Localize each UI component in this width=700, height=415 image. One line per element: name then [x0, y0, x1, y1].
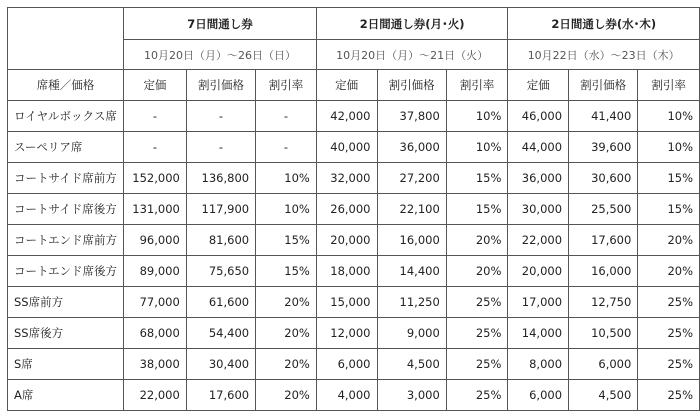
discount-price-header: 割引価格	[186, 70, 255, 101]
discount-rate-cell: 25%	[638, 380, 700, 411]
discount-price-cell: 81,600	[186, 225, 255, 256]
seat-type-cell: コートエンド席後方	[8, 256, 124, 287]
list-price-cell: 22,000	[508, 225, 569, 256]
discount-price-cell: 17,600	[186, 380, 255, 411]
discount-price-cell: 16,000	[569, 256, 638, 287]
discount-rate-cell: 15%	[256, 225, 317, 256]
seat-type-cell: ロイヤルボックス席	[8, 101, 124, 132]
seat-type-cell: コートサイド席前方	[8, 163, 124, 194]
seat-type-cell: コートエンド席前方	[8, 225, 124, 256]
discount-price-cell: -	[186, 101, 255, 132]
discount-rate-cell: 25%	[638, 318, 700, 349]
discount-price-header: 割引価格	[569, 70, 638, 101]
seat-type-cell: SS席後方	[8, 318, 124, 349]
list-price-header: 定価	[124, 70, 187, 101]
list-price-cell: 32,000	[316, 163, 377, 194]
list-price-cell: 20,000	[316, 225, 377, 256]
discount-rate-cell: 25%	[638, 349, 700, 380]
discount-price-cell: 37,800	[377, 101, 446, 132]
table-row	[8, 349, 700, 380]
discount-rate-cell: 15%	[638, 163, 700, 194]
discount-price-cell: 30,400	[186, 349, 255, 380]
list-price-cell: 6,000	[508, 380, 569, 411]
table-row	[8, 132, 700, 163]
list-price-cell: 68,000	[124, 318, 187, 349]
discount-price-cell: 16,000	[377, 225, 446, 256]
table-row	[8, 287, 700, 318]
discount-price-cell: 30,600	[569, 163, 638, 194]
discount-rate-cell: 20%	[446, 225, 508, 256]
list-price-cell: 40,000	[316, 132, 377, 163]
list-price-cell: 6,000	[316, 349, 377, 380]
discount-price-cell: 25,500	[569, 194, 638, 225]
discount-rate-cell: 20%	[256, 318, 317, 349]
list-price-cell: 26,000	[316, 194, 377, 225]
list-price-cell: 18,000	[316, 256, 377, 287]
group-dates-2day-mon-tue: 10月20日（月）～21日（火）	[316, 40, 508, 70]
table-row	[8, 380, 700, 411]
group-title-7day: 7日間通し券	[124, 8, 317, 40]
discount-rate-cell: 20%	[446, 256, 508, 287]
seat-type-cell: A席	[8, 380, 124, 411]
discount-rate-cell: 20%	[638, 256, 700, 287]
discount-rate-cell: 25%	[638, 287, 700, 318]
list-price-cell: 17,000	[508, 287, 569, 318]
seat-type-header: 席種／価格	[8, 70, 124, 101]
group-dates-2day-wed-thu: 10月22日（水）～23日（木）	[508, 40, 700, 70]
list-price-cell: 12,000	[316, 318, 377, 349]
table-row	[8, 194, 700, 225]
discount-rate-cell: 10%	[256, 194, 317, 225]
seat-type-cell: スーペリア席	[8, 132, 124, 163]
discount-rate-cell: -	[256, 132, 317, 163]
list-price-cell: 38,000	[124, 349, 187, 380]
group-title-2day-mon-tue: 2日間通し券(月･火)	[316, 8, 508, 40]
table-row	[8, 101, 700, 132]
column-header-row	[8, 70, 700, 101]
discount-price-cell: 17,600	[569, 225, 638, 256]
discount-rate-cell: -	[256, 101, 317, 132]
list-price-cell: 4,000	[316, 380, 377, 411]
seat-type-cell: S席	[8, 349, 124, 380]
table-row	[8, 318, 700, 349]
list-price-cell: 152,000	[124, 163, 187, 194]
discount-rate-cell: 25%	[446, 349, 508, 380]
discount-price-cell: 75,650	[186, 256, 255, 287]
discount-price-cell: 10,500	[569, 318, 638, 349]
discount-price-cell: 61,600	[186, 287, 255, 318]
discount-price-cell: 22,100	[377, 194, 446, 225]
discount-rate-cell: 10%	[446, 132, 508, 163]
list-price-cell: 44,000	[508, 132, 569, 163]
discount-price-cell: 54,400	[186, 318, 255, 349]
group-dates-7day: 10月20日（月）～26日（日）	[124, 40, 317, 70]
discount-price-cell: 9,000	[377, 318, 446, 349]
discount-price-cell: 39,600	[569, 132, 638, 163]
list-price-header: 定価	[316, 70, 377, 101]
discount-rate-cell: 10%	[638, 132, 700, 163]
seat-type-cell: コートサイド席後方	[8, 194, 124, 225]
list-price-cell: 89,000	[124, 256, 187, 287]
list-price-header: 定価	[508, 70, 569, 101]
discount-rate-header: 割引率	[638, 70, 700, 101]
discount-rate-cell: 20%	[256, 287, 317, 318]
corner-cell	[8, 8, 124, 70]
discount-price-cell: 3,000	[377, 380, 446, 411]
list-price-cell: 77,000	[124, 287, 187, 318]
discount-rate-header: 割引率	[446, 70, 508, 101]
discount-price-cell: 14,400	[377, 256, 446, 287]
discount-price-cell: 117,900	[186, 194, 255, 225]
table-row	[8, 225, 700, 256]
discount-rate-cell: 20%	[256, 349, 317, 380]
list-price-cell: 36,000	[508, 163, 569, 194]
discount-price-cell: 4,500	[569, 380, 638, 411]
discount-rate-cell: 25%	[446, 380, 508, 411]
discount-rate-cell: 25%	[446, 287, 508, 318]
ticket-price-table	[7, 7, 700, 411]
group-title-2day-wed-thu: 2日間通し券(水･木)	[508, 8, 700, 40]
discount-rate-cell: 20%	[256, 380, 317, 411]
list-price-cell: 15,000	[316, 287, 377, 318]
discount-rate-cell: 20%	[638, 225, 700, 256]
discount-price-cell: 136,800	[186, 163, 255, 194]
list-price-cell: 42,000	[316, 101, 377, 132]
discount-price-cell: 11,250	[377, 287, 446, 318]
list-price-cell: -	[124, 101, 187, 132]
seat-type-cell: SS席前方	[8, 287, 124, 318]
list-price-cell: 8,000	[508, 349, 569, 380]
discount-rate-cell: 10%	[446, 101, 508, 132]
discount-rate-cell: 15%	[638, 194, 700, 225]
table-row	[8, 163, 700, 194]
discount-rate-cell: 10%	[638, 101, 700, 132]
discount-price-cell: 36,000	[377, 132, 446, 163]
list-price-cell: 22,000	[124, 380, 187, 411]
list-price-cell: 14,000	[508, 318, 569, 349]
list-price-cell: 131,000	[124, 194, 187, 225]
discount-price-header: 割引価格	[377, 70, 446, 101]
discount-price-cell: 41,400	[569, 101, 638, 132]
list-price-cell: 46,000	[508, 101, 569, 132]
discount-rate-cell: 15%	[446, 163, 508, 194]
discount-price-cell: -	[186, 132, 255, 163]
discount-rate-cell: 10%	[256, 163, 317, 194]
discount-price-cell: 27,200	[377, 163, 446, 194]
discount-price-cell: 6,000	[569, 349, 638, 380]
list-price-cell: 30,000	[508, 194, 569, 225]
discount-price-cell: 12,750	[569, 287, 638, 318]
list-price-cell: 96,000	[124, 225, 187, 256]
discount-rate-cell: 15%	[256, 256, 317, 287]
group-title-row	[8, 8, 700, 40]
discount-rate-cell: 25%	[446, 318, 508, 349]
list-price-cell: -	[124, 132, 187, 163]
table-row	[8, 256, 700, 287]
list-price-cell: 20,000	[508, 256, 569, 287]
discount-rate-cell: 15%	[446, 194, 508, 225]
discount-rate-header: 割引率	[256, 70, 317, 101]
discount-price-cell: 4,500	[377, 349, 446, 380]
